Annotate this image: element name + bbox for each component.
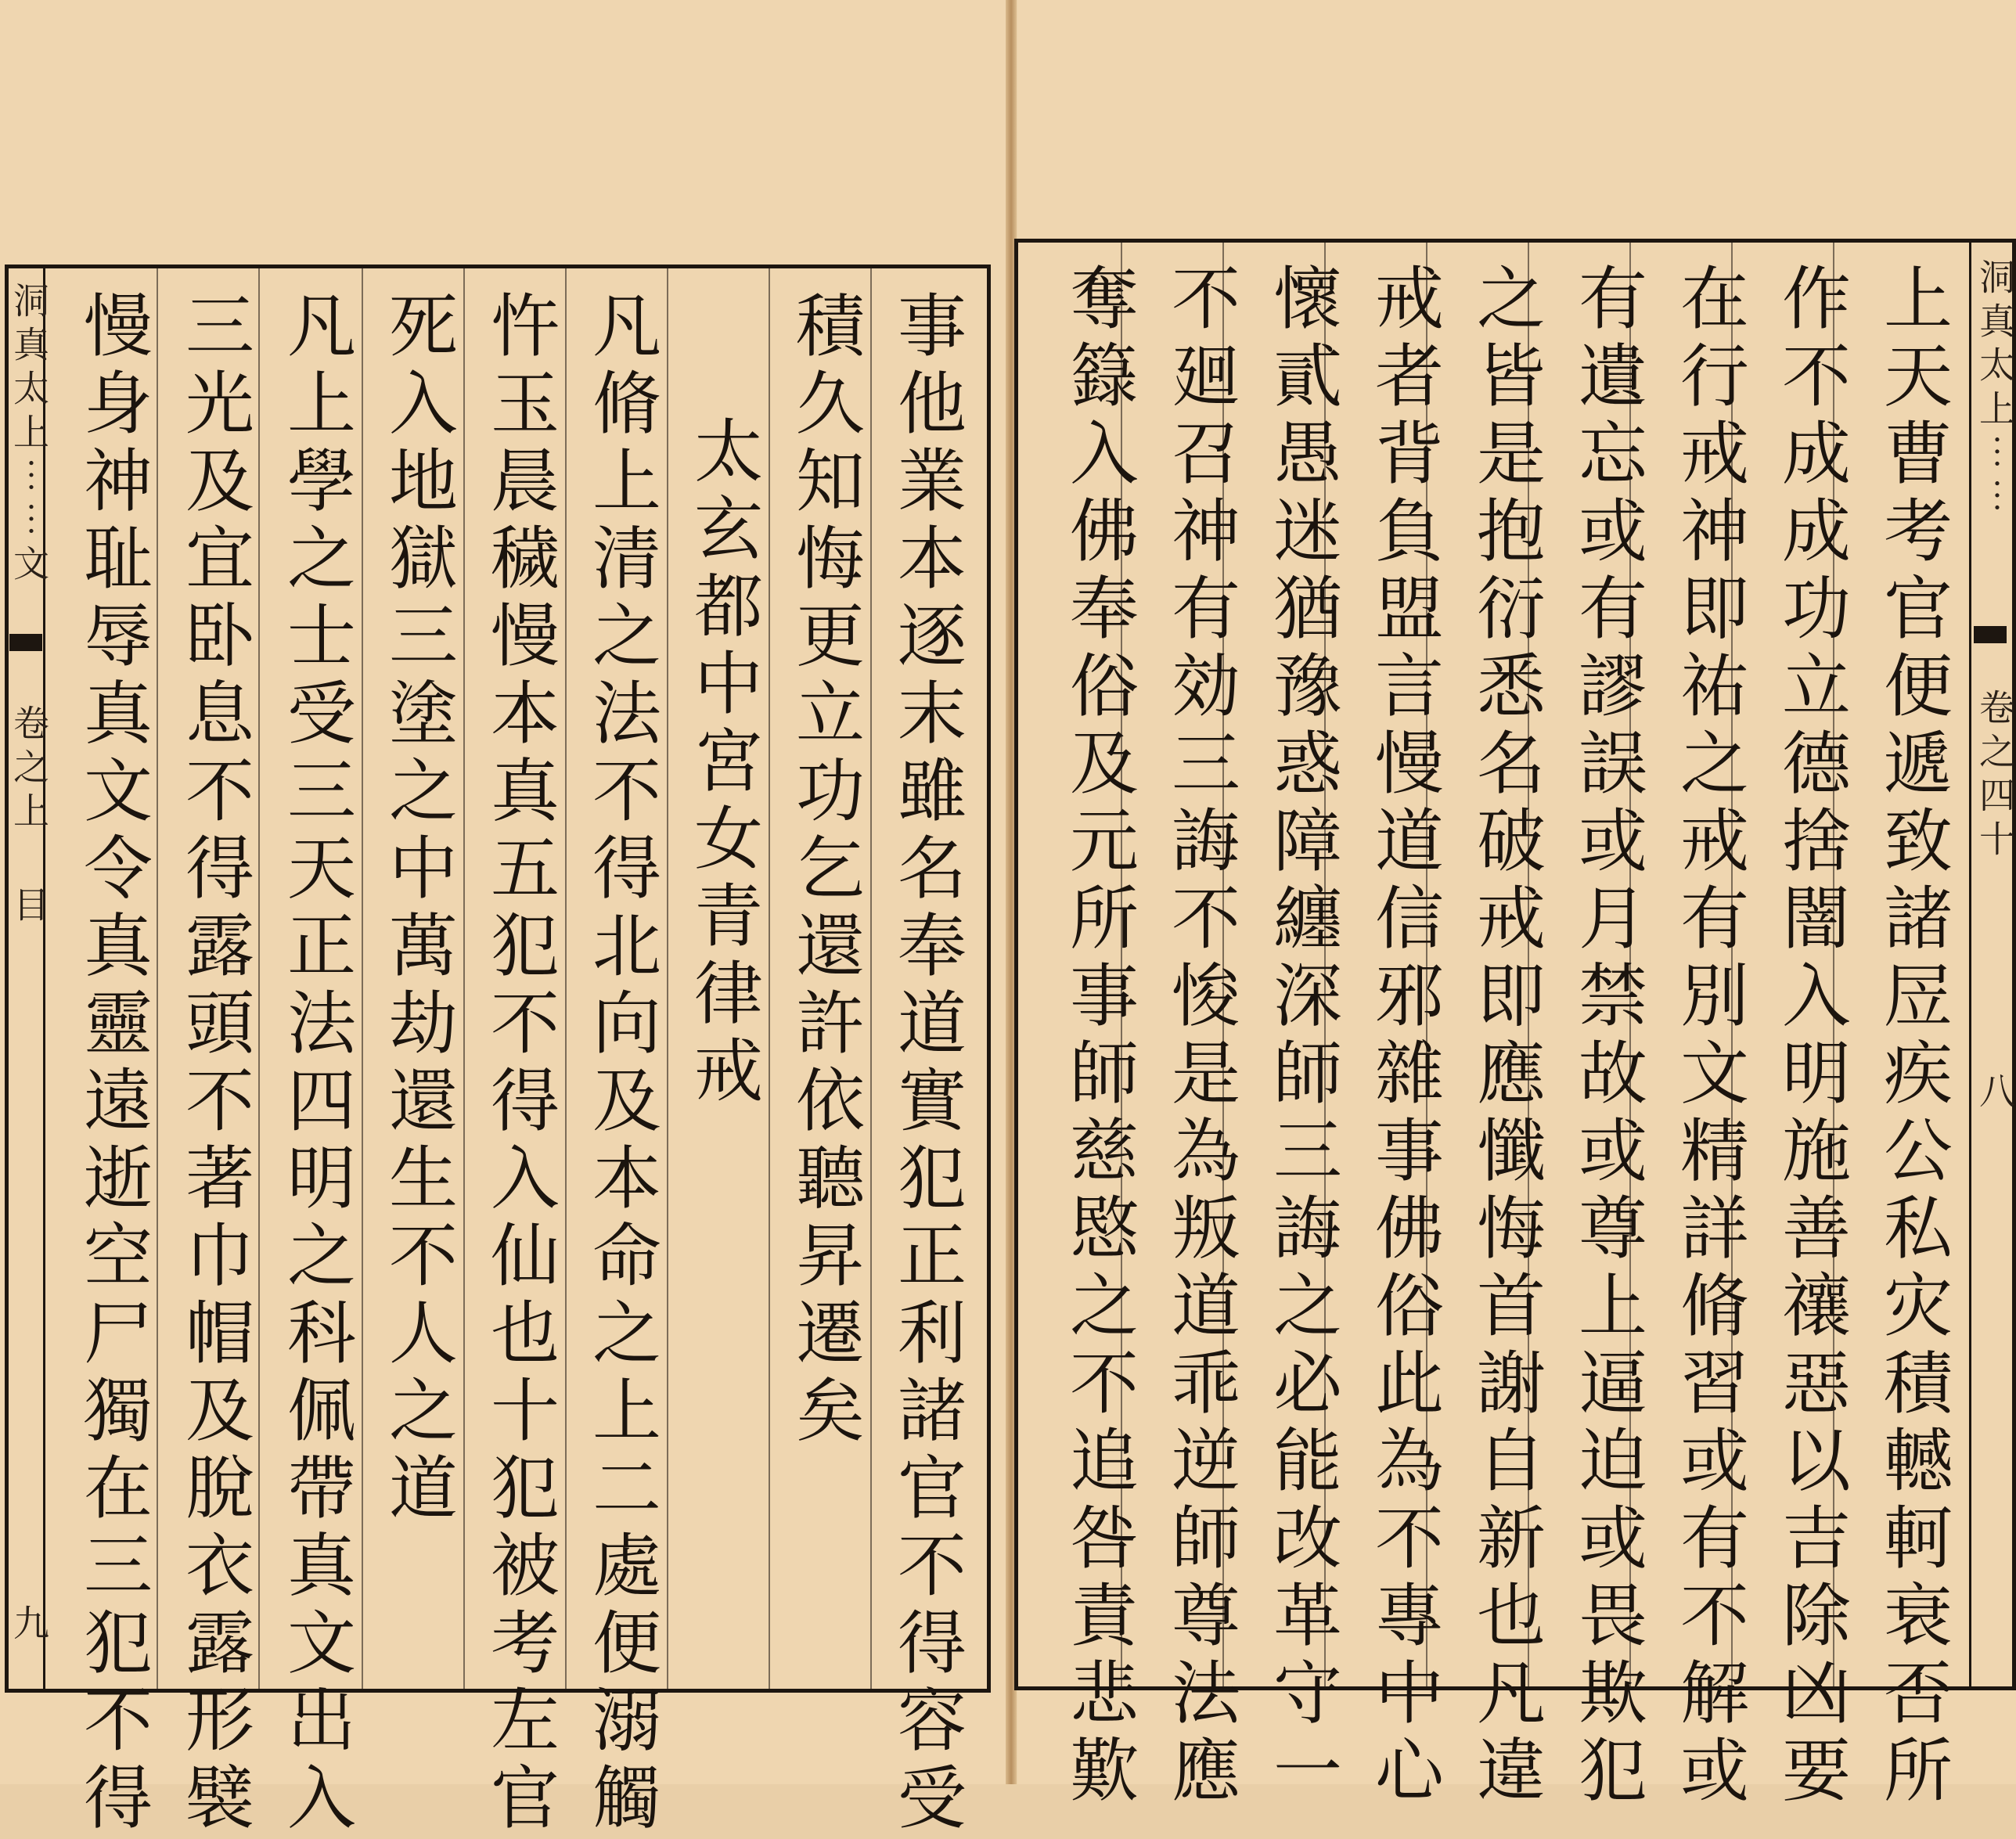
left-text-column-5: 忤玉晨穢慢本真五犯不得入仙也十犯被考左官 bbox=[480, 290, 560, 1839]
left-column-rule bbox=[258, 268, 260, 1689]
left-banxin-volume: 卷之上 目 bbox=[8, 704, 50, 930]
left-column-rule bbox=[870, 268, 872, 1689]
right-text-column-8: 不廻召神有効三誨不悛是為叛道乖逆師尊法應 bbox=[1161, 262, 1241, 1812]
right-fishtail-mark bbox=[1974, 626, 2007, 643]
left-text-column-7: 凡上學之士受三天正法四明之科佩帶真文出入 bbox=[276, 290, 357, 1839]
left-column-rule bbox=[463, 268, 465, 1689]
right-banxin-volume: 卷之四十 bbox=[1974, 689, 2016, 864]
left-banxin-page-number: 九 bbox=[8, 1604, 50, 1648]
left-text-column-1: 事他業本逐末雖名奉道實犯正利諸官不得容受 bbox=[887, 290, 967, 1839]
left-column-rule bbox=[769, 268, 770, 1689]
left-text-column-8: 三光及宜卧息不得露頭不著巾帽及脫衣露形襞 bbox=[175, 290, 255, 1839]
left-banxin-title: 洞真太上⋯⋯文 bbox=[8, 282, 50, 588]
left-column-rule bbox=[667, 268, 668, 1689]
right-text-column-4: 有遺忘或有謬誤或月禁故或尊上逼迫或畏欺犯 bbox=[1568, 262, 1648, 1812]
right-text-column-9: 奪籙入佛奉俗及元所事師慈愍之不追咎責悲歎 bbox=[1059, 262, 1139, 1812]
left-fishtail-mark bbox=[9, 634, 42, 651]
left-column-rule bbox=[565, 268, 567, 1689]
right-banxin-title: 洞真太上⋯⋯ bbox=[1974, 258, 2016, 521]
left-text-column-2: 積久知悔更立功乞還許依聽昇遷矣 bbox=[785, 290, 866, 1452]
right-text-column-7: 懷貳愚迷猶豫惑障纏深師三誨之必能改革守一 bbox=[1262, 262, 1343, 1812]
left-text-column-9: 慢身神耻辱真文令真靈遠逝空尸獨在三犯不得 bbox=[73, 290, 153, 1839]
left-text-column-4: 凡脩上清之法不得北向及本命之上二處便溺觸 bbox=[581, 290, 662, 1839]
left-column-rule bbox=[362, 268, 363, 1689]
right-text-column-1: 上天曹考官便遞致諸㞐疾公私灾積轗軻衰否所 bbox=[1873, 262, 1953, 1812]
left-text-column-6: 死入地獄三塗之中萬劫還生不人之道 bbox=[378, 290, 459, 1529]
right-text-column-5: 之皆是抱衍悉名破戒即應懺悔首謝自新也凡違 bbox=[1466, 262, 1546, 1812]
right-text-column-2: 作不成成功立德捨闇入明施善禳惡以吉除凶要 bbox=[1771, 262, 1852, 1812]
left-text-column-3: 太玄都中宮女青律戒 bbox=[683, 415, 764, 1112]
right-text-column-6: 戒者背負盟言慢道信邪雜事佛俗此為不專中心 bbox=[1364, 262, 1445, 1812]
right-text-column-3: 在行戒神即祐之戒有別文精詳脩習或有不解或 bbox=[1669, 262, 1750, 1812]
right-banxin-page-number: 八 bbox=[1974, 1072, 2016, 1116]
left-column-rule bbox=[157, 268, 158, 1689]
